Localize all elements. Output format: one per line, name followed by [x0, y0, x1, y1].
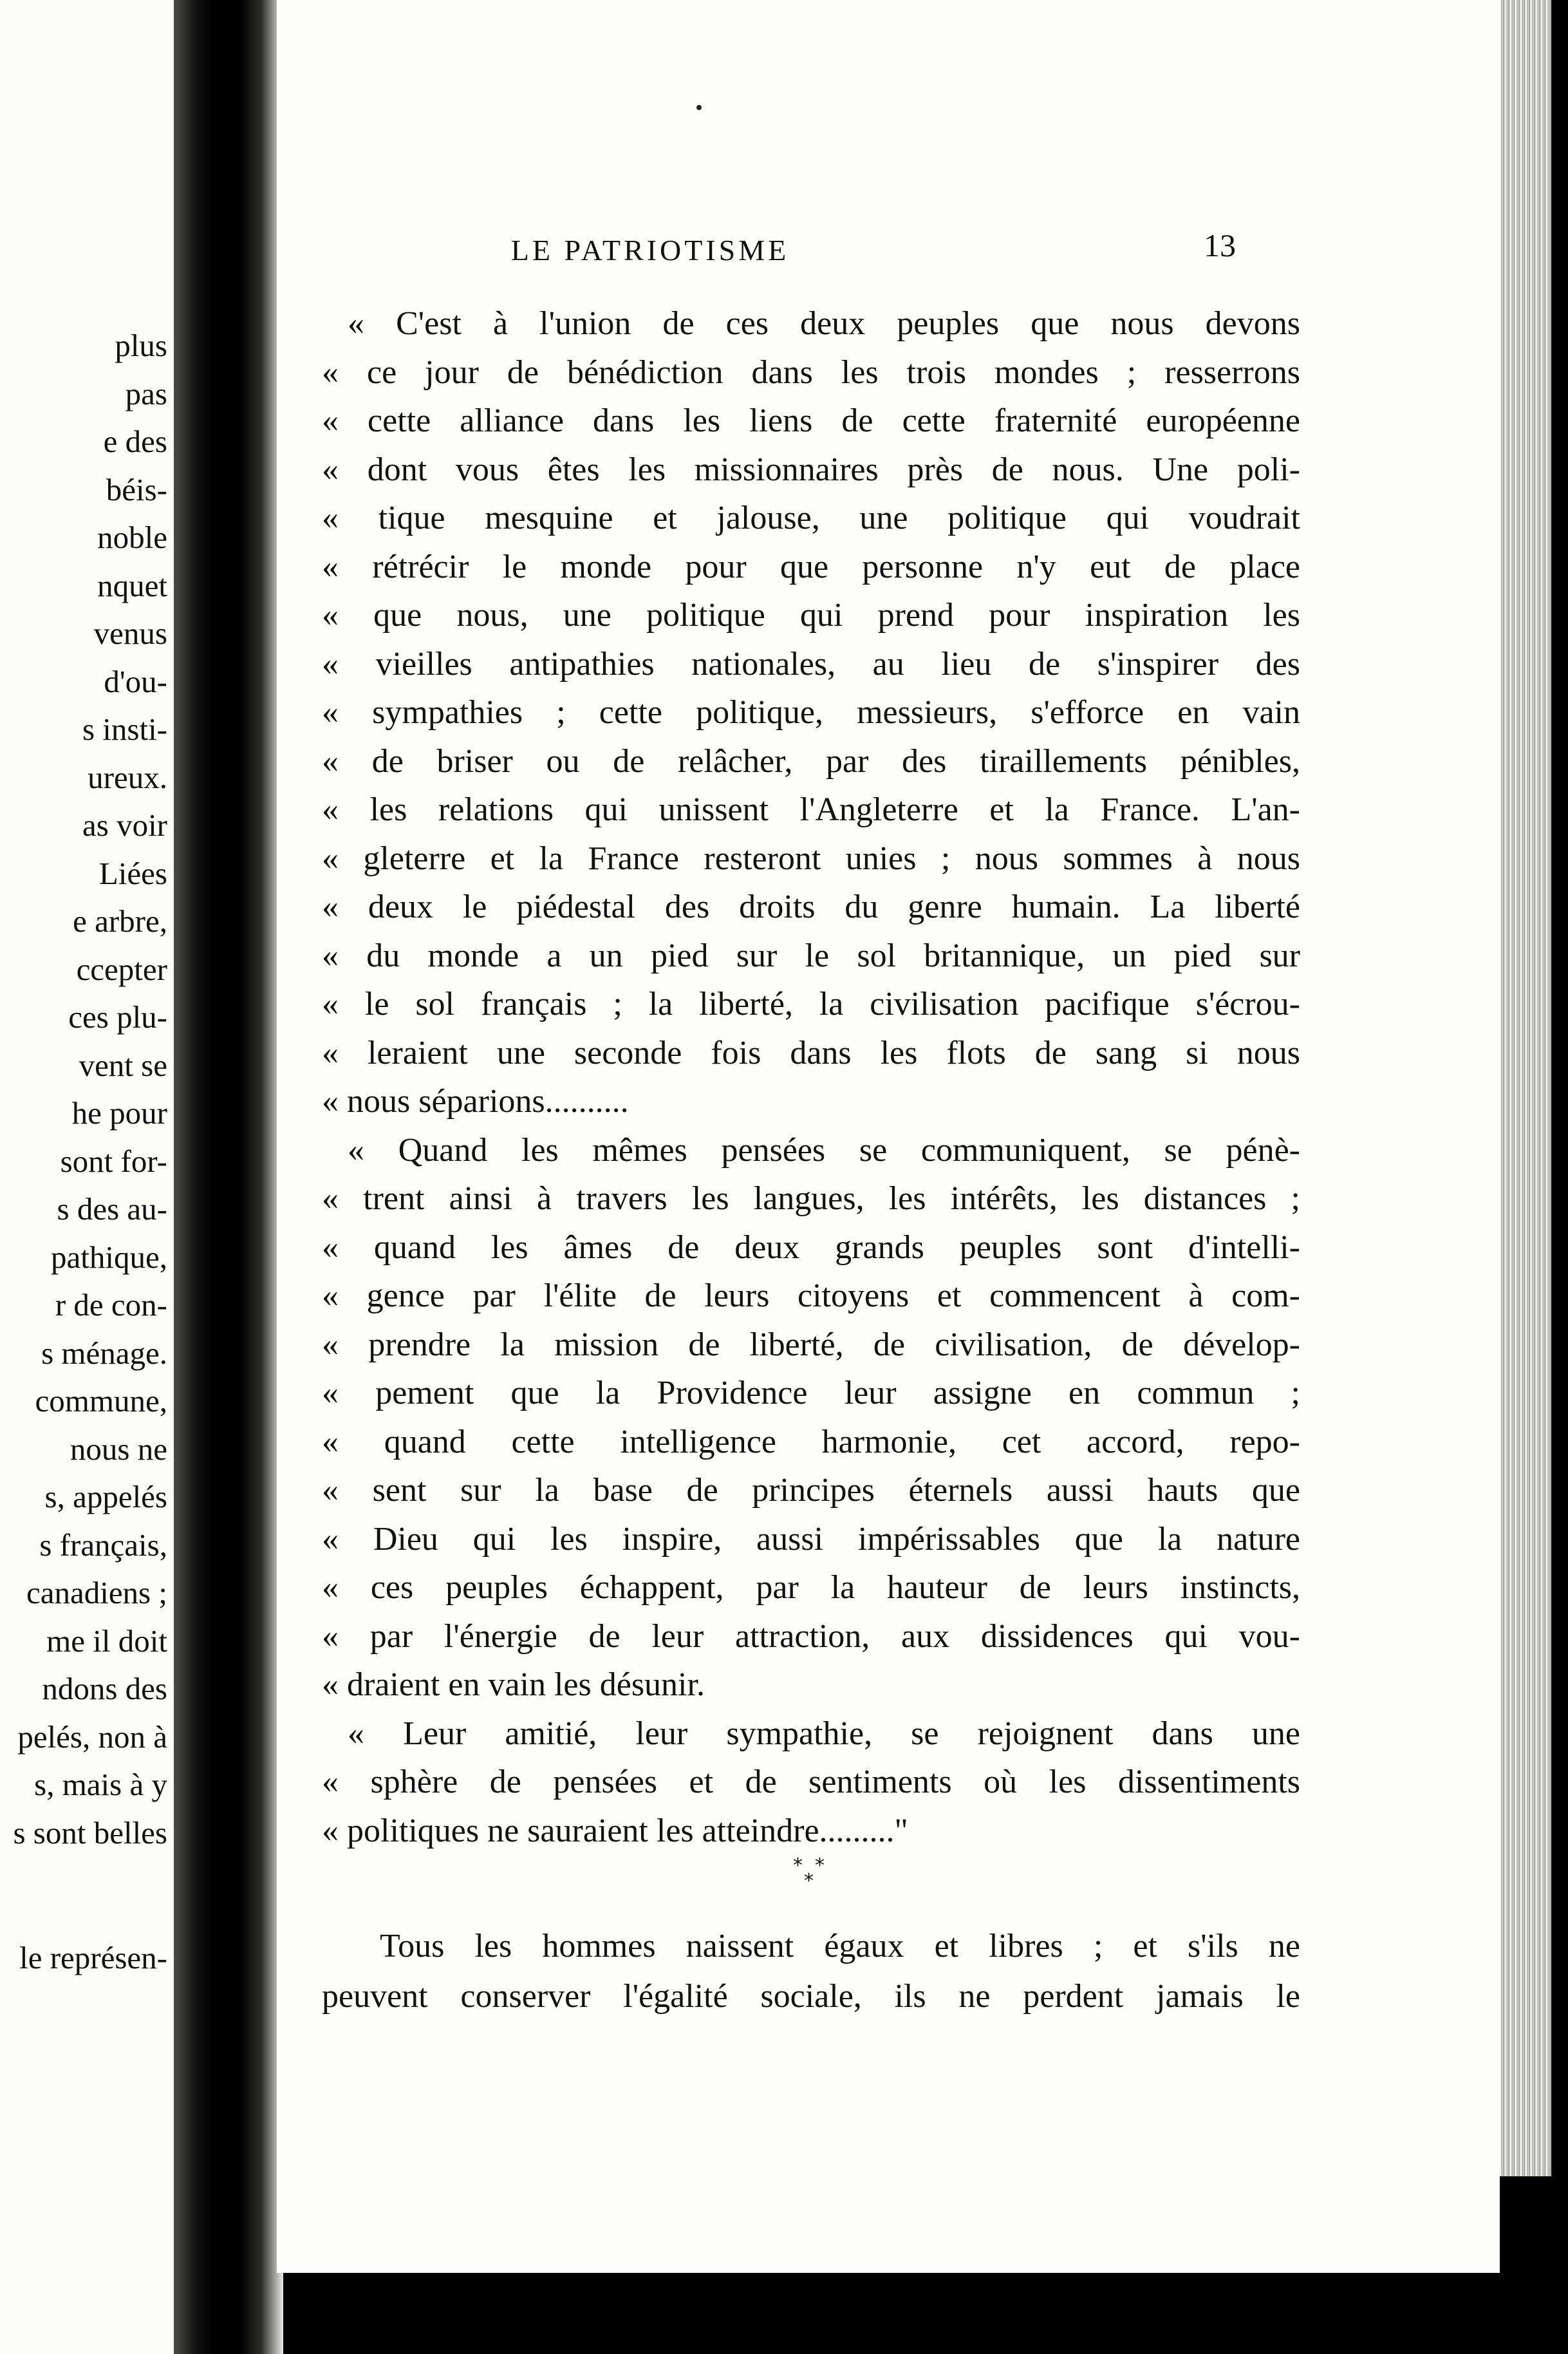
text-line: « gence par l'élite de leurs citoyens et commencent à com- [322, 1277, 1300, 1314]
text-line: « deux le piédestal des droits du genre humain. La liberté [322, 889, 1300, 925]
facing-line: nquet [97, 567, 167, 603]
text-line: « sent sur la base de principes éternels aussi hauts que [322, 1472, 1300, 1509]
text-line: « gleterre et la France resteront unies ; nous sommes à nous [322, 840, 1300, 877]
facing-line: d'ou- [104, 663, 167, 699]
facing-line: s insti- [82, 711, 167, 747]
final-paragraph [322, 1921, 1300, 2022]
text-line: « du monde a un pied sur le sol britannique, un pied sur [322, 937, 1300, 974]
facing-line: as voir [82, 807, 167, 843]
facing-line: vent se [79, 1047, 167, 1083]
facing-line: s ménage. [41, 1335, 167, 1371]
text-line: peuvent conserver l'égalité sociale, ils ne perdent jamais le [322, 1978, 1300, 2015]
facing-line: s, mais à y [34, 1767, 167, 1802]
running-head: LE PATRIOTISME [510, 234, 790, 267]
facing-line: s des au- [57, 1191, 167, 1227]
page-number: 13 [1204, 227, 1236, 263]
ink-speck [696, 105, 702, 110]
text-line: « cette alliance dans les liens de cette fraternité européenne [322, 402, 1300, 439]
facing-line: pathique, [51, 1239, 167, 1275]
facing-line: ccepter [76, 951, 167, 987]
body-text [322, 299, 1300, 1855]
text-line: « de briser ou de relâcher, par des tiraillements pénibles, [322, 742, 1300, 780]
facing-line: me il doit [46, 1623, 167, 1659]
text-line: « politiques ne sauraient les atteindre........." [322, 1812, 908, 1849]
text-line: « sympathies ; cette politique, messieurs, s'efforce en vain [322, 694, 1300, 731]
facing-page-fragment [0, 0, 187, 2354]
text-line: « sphère de pensées et de sentiments où les dissentiments [322, 1764, 1300, 1800]
text-line: « pement que la Providence leur assigne en commun ; [322, 1375, 1300, 1411]
facing-line: venus [93, 616, 167, 651]
text-line: « quand les âmes de deux grands peuples sont d'intelli- [322, 1229, 1300, 1266]
text-line: « Dieu qui les inspire, aussi impérissables que la nature [322, 1520, 1300, 1558]
text-line: « nous séparions.......... [322, 1083, 629, 1120]
text-line: « Quand les mêmes pensées se communiquent, se pénè- [348, 1131, 1300, 1169]
facing-line: nous ne [70, 1431, 167, 1467]
facing-line: pelés, non à [17, 1718, 167, 1755]
text-line: « draient en vain les désunir. [322, 1666, 705, 1703]
book-spine-gutter [174, 0, 283, 2354]
text-line: « le sol français ; la liberté, la civilisation pacifique s'écrou- [322, 986, 1300, 1022]
facing-line: ndons des [42, 1671, 167, 1706]
text-line: « C'est à l'union de ces deux peuples que nous devons [348, 305, 1300, 342]
text-line: « les relations qui unissent l'Angleterre et la France. L'an- [322, 791, 1300, 828]
separator-star: * [804, 1870, 814, 1892]
facing-line: canadiens ; [26, 1575, 167, 1610]
text-line: « que nous, une politique qui prend pour inspiration les [322, 597, 1300, 634]
facing-line: le représen- [19, 1940, 167, 1975]
facing-line: e des [103, 424, 167, 459]
separator-star: * [793, 1854, 803, 1877]
facing-line: s français, [39, 1527, 167, 1563]
text-line: « trent ainsi à travers les langues, les intérêts, les distances ; [322, 1180, 1300, 1217]
facing-line: béis- [106, 471, 167, 507]
text-line: « prendre la mission de liberté, de civilisation, de dévelop- [322, 1326, 1300, 1363]
facing-line: e arbre, [73, 903, 167, 939]
text-line: « vieilles antipathies nationales, au lieu de s'inspirer des [322, 645, 1300, 683]
section-separator [793, 1854, 838, 1899]
facing-line: noble [97, 520, 167, 555]
text-line: « rétrécir le monde pour que personne n'y eut de place [322, 548, 1300, 585]
text-line: « ces peuples échappent, par la hauteur de leurs instincts, [322, 1569, 1300, 1606]
text-line: « tique mesquine et jalouse, une politique qui voudrait [322, 500, 1300, 536]
facing-line: he pour [71, 1095, 167, 1131]
facing-line: commune, [35, 1383, 167, 1418]
facing-line: pas [125, 375, 167, 411]
facing-line: s sont belles [13, 1814, 167, 1850]
text-line: « Leur amitié, leur sympathie, se rejoignent dans une [348, 1715, 1300, 1752]
facing-line: plus [115, 328, 167, 363]
text-line: « leraient une seconde fois dans les flots de sang si nous [322, 1034, 1300, 1071]
facing-line: Liées [98, 855, 167, 891]
facing-line: ureux. [88, 759, 167, 795]
facing-line: r de con- [55, 1287, 167, 1323]
text-line: « quand cette intelligence harmonie, cet accord, repo- [322, 1423, 1300, 1460]
facing-line: ces plu- [68, 999, 167, 1035]
facing-line: sont for- [60, 1143, 167, 1179]
text-line: « dont vous êtes les missionnaires près de nous. Une poli- [322, 451, 1300, 488]
facing-page-text [0, 322, 167, 1982]
facing-line: s, appelés [44, 1479, 167, 1514]
text-line: Tous les hommes naissent égaux et libres ; et s'ils ne [380, 1928, 1300, 1964]
separator-star: * [815, 1854, 825, 1877]
text-line: « ce jour de bénédiction dans les trois mondes ; resserrons [322, 353, 1300, 391]
text-line: « par l'énergie de leur attraction, aux dissidences qui vou- [322, 1617, 1300, 1655]
page-edge-stack [1500, 0, 1551, 2176]
